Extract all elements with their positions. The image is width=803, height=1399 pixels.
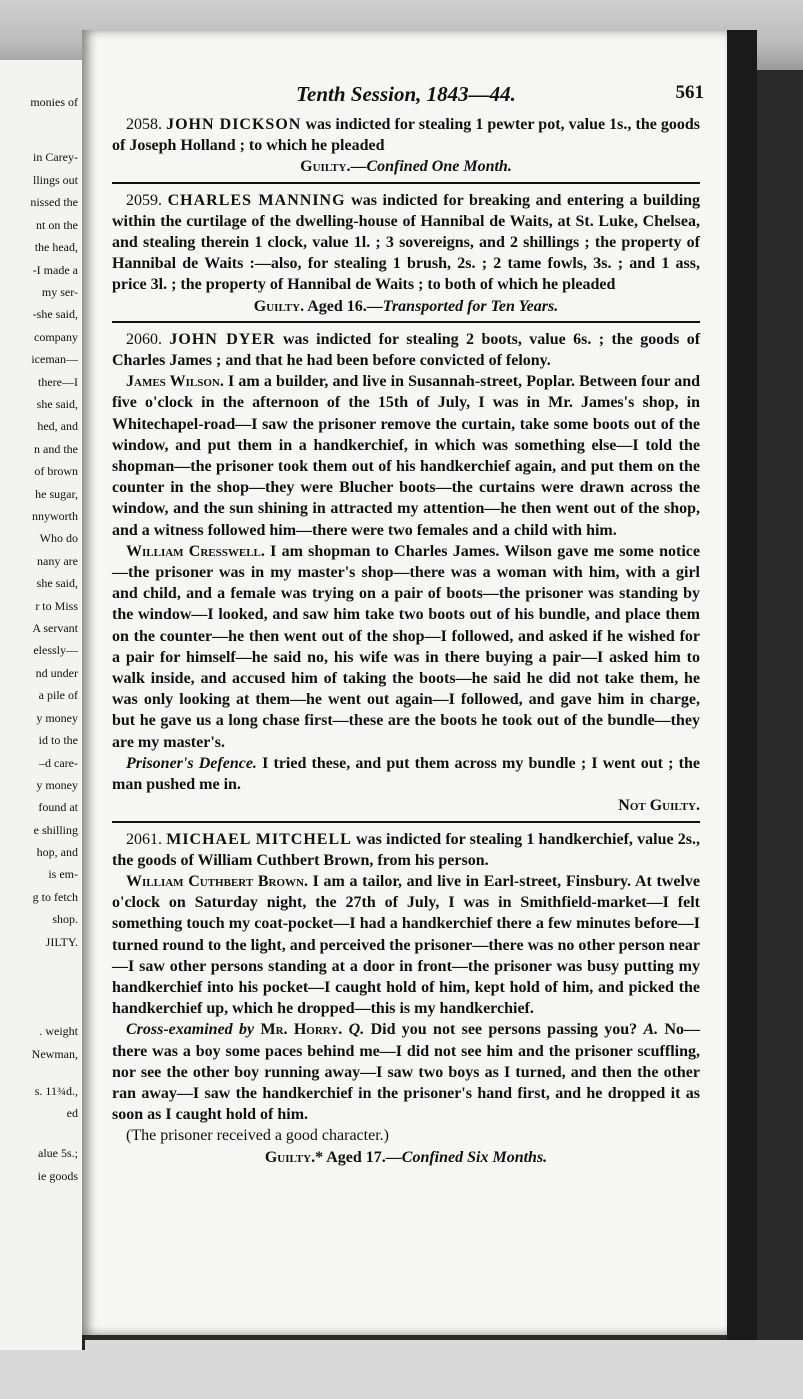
case-2061-verdict bbox=[112, 1147, 700, 1168]
defence-label: Prisoner's Defence. bbox=[126, 754, 257, 772]
sentence: Confined One Month. bbox=[366, 158, 512, 176]
answer-text: No—there was a boy some paces behind me—I did not see him and the prisoner scuffling, nor see the other boy running away—I saw two boys as I turned, and then the other ran away—I saw the handkerchief in the prisoner's hand first, and he dropped it as soon as I caught hold of him. bbox=[112, 1021, 701, 1124]
testimony-text: I am a builder, and live in Susannah-street, Poplar. Between four and five o'clock in the afternoon of the 15th of July, I was in Mr. James's shop, in Whitechapel-road—I saw the prisoner remove the curtain, take some boots out of the window, and put them in a handkerchief, in which was something else—I told the shopman—the prisoner took them out of his handkerchief again, and put them on the counter in the shop—they were Blucher boots—the curtains were drawn across the window, and the sun shining in attracted my attention—he then went out of the shop, and a witness followed him—there were two females and a child with him. bbox=[112, 373, 701, 539]
left-page-fragment-line: s. 11¾d., bbox=[34, 1084, 78, 1098]
left-page-fragment-line: company bbox=[34, 330, 78, 344]
divider-rule bbox=[112, 321, 700, 323]
prisoner-defence bbox=[112, 753, 700, 795]
left-page-fragment-line: JILTY. bbox=[45, 935, 78, 949]
left-page-fragment-line: of brown bbox=[34, 464, 78, 478]
left-page-fragment-line: in Carey- bbox=[33, 150, 78, 164]
left-page-fragment-line: –d care- bbox=[39, 756, 78, 770]
verdict-plea: Guilty. bbox=[253, 297, 305, 315]
case-2058-verdict bbox=[112, 156, 700, 177]
defendant-name: JOHN DYER bbox=[169, 330, 276, 348]
sentence: Transported for Ten Years. bbox=[382, 297, 559, 315]
left-page-fragment-line: ie goods bbox=[37, 1169, 78, 1183]
left-page-fragment-line: -she said, bbox=[32, 307, 78, 321]
left-page-fragment bbox=[0, 60, 85, 1350]
witness-testimony bbox=[112, 541, 700, 753]
left-page-fragment-line: id to the bbox=[38, 733, 78, 747]
case-number: 2061. bbox=[126, 830, 162, 848]
cross-label: Cross-examined by bbox=[126, 1021, 255, 1039]
defence-text: I tried these, and put them across my bundle ; I went out ; the man pushed me in. bbox=[112, 754, 700, 794]
book-edge bbox=[727, 30, 757, 1340]
case-2061-indictment bbox=[112, 829, 700, 871]
question-text: Did you not see persons passing you? bbox=[370, 1021, 638, 1039]
case-number: 2059. bbox=[126, 191, 162, 209]
witness-name: William Cresswell. bbox=[126, 542, 265, 560]
left-page-fragment-line: monies of bbox=[30, 95, 78, 109]
testimony-text: I am shopman to Charles James. Wilson gave me some notice—the prisoner was in my master's shop—there was a woman with him, with a girl and child, and a female was trying on a pair of boots—the prisoner was standing by the window—I looked, and saw him take two boots out of his bundle, and place them on the counter—he then went out of the shop—I followed, and asked if he wished for a pair for himself—he said no, his wife was in there buying a pair—I asked him to walk inside, and accused him of taking the boots—he said he did not take them, he was only looking at them—he went out again—I followed, and gave him in charge, but he gave us a long chase first—these are the boots he took out of the bundle—they are my master's. bbox=[112, 542, 700, 751]
left-page-fragment-line: -I made a bbox=[32, 263, 78, 277]
left-page-fragment-line: A servant bbox=[32, 621, 78, 635]
left-page-fragment-line: my ser- bbox=[41, 285, 78, 299]
case-2060-indictment bbox=[112, 329, 700, 371]
indictment-text: was indicted for stealing 1 pewter pot, value 1s., the goods of Joseph Holland ; to which he pleaded bbox=[112, 116, 701, 155]
left-page-fragment-line: ed bbox=[66, 1106, 78, 1120]
verdict-plea: Not Guilty. bbox=[618, 797, 700, 815]
left-page-fragment-line: nissed the bbox=[30, 195, 78, 209]
left-page-fragment-line: he sugar, bbox=[35, 487, 78, 501]
left-page-fragment-line: nnyworth bbox=[32, 509, 78, 523]
case-2059 bbox=[112, 190, 700, 317]
left-page-fragment-line: y money bbox=[36, 778, 78, 792]
indictment-text: was indicted for stealing 1 handkerchief, value 2s., the goods of William Cuthbert Brown, from his person. bbox=[112, 830, 701, 869]
age: Aged 16.— bbox=[307, 297, 383, 315]
divider-rule bbox=[112, 182, 700, 184]
case-2061 bbox=[112, 829, 700, 1168]
left-page-fragment-line: e shilling bbox=[33, 823, 78, 837]
left-page-fragment-line: she said, bbox=[36, 576, 78, 590]
page-content bbox=[112, 80, 704, 1168]
left-page-fragment-line: r to Miss bbox=[35, 599, 78, 613]
witness-name: James Wilson. bbox=[126, 373, 224, 391]
counsel-name: Mr. Horry. bbox=[260, 1021, 343, 1039]
left-page-fragment-line: she said, bbox=[36, 397, 78, 411]
defendant-name: CHARLES MANNING bbox=[167, 191, 346, 209]
indictment-text: was indicted for breaking and entering a building within the curtilage of the dwelling-house of Hannibal de Waits, at St. Luke, Chelsea, and stealing therein 1 clock, value 1l. ; 3 sovereigns, and 2 shillings ; the property of Hannibal de Waits :—also, for stealing 1 brush, 2s. ; 2 tame fowls, 3s. ; and 1 ass, price 3l. ; the property of Hannibal de Waits ; to both of which he pleaded bbox=[112, 191, 701, 294]
sentence: Confined Six Months. bbox=[401, 1148, 548, 1166]
character-note: (The prisoner received a good character.) bbox=[126, 1127, 389, 1145]
case-number: 2060. bbox=[126, 330, 162, 348]
left-page-fragment-line: hed, and bbox=[37, 419, 78, 433]
defendant-name: JOHN DICKSON bbox=[166, 116, 302, 133]
page-header bbox=[112, 80, 704, 114]
witness-testimony bbox=[112, 871, 700, 1019]
left-page-fragment-line: is em- bbox=[48, 867, 78, 881]
left-page-fragment-line: nt on the bbox=[36, 218, 78, 232]
left-page-fragment-line: llings out bbox=[32, 173, 78, 187]
left-page-fragment-line: g to fetch bbox=[32, 890, 78, 904]
left-page-fragment-line: a pile of bbox=[38, 688, 78, 702]
cross-examination bbox=[112, 1019, 700, 1125]
left-page-fragment-line: the head, bbox=[34, 240, 78, 254]
divider-rule bbox=[112, 821, 700, 823]
left-page-fragment-line: there—I bbox=[38, 375, 78, 389]
left-page-fragment-line: iceman— bbox=[31, 352, 78, 366]
left-page-fragment-line: . weight bbox=[39, 1024, 78, 1038]
verdict-plea: Guilty.— bbox=[300, 158, 367, 176]
answer-label: A. bbox=[643, 1021, 659, 1039]
left-page-fragment-line: found at bbox=[38, 800, 78, 814]
verdict-plea: Guilty.* bbox=[264, 1148, 324, 1166]
book-page bbox=[82, 30, 727, 1335]
left-page-fragment-line: Who do bbox=[39, 531, 78, 545]
defendant-name: MICHAEL MITCHELL bbox=[166, 830, 352, 848]
testimony-text: I am a tailor, and live in Earl-street, Finsbury. At twelve o'clock on Saturday night, the 27th of July, I was in Smithfield-market—I felt something touch my coat-pocket—I had a handkerchief there a few minutes before—I turned round to the light, and perceived the prisoner—there was no other person near—I saw other persons standing at a door in front—the prisoner was busy putting my handkerchief into his pocket—I caught hold of him, kept hold of him, and picked the handkerchief up, which he dropped—this is my handkerchief. bbox=[112, 872, 701, 1018]
witness-testimony bbox=[112, 371, 700, 541]
page-number: 561 bbox=[675, 82, 704, 103]
question-label: Q. bbox=[348, 1021, 365, 1039]
left-page-fragment-line: nd under bbox=[35, 666, 78, 680]
indictment-text: was indicted for stealing 2 boots, value 6s. ; the goods of Charles James ; and that he had been before convicted of felony. bbox=[112, 330, 701, 370]
left-page-fragment-line: shop. bbox=[52, 912, 78, 926]
running-title: Tenth Session, 1843—44. bbox=[296, 82, 516, 106]
left-page-fragment-line: alue 5s.; bbox=[38, 1146, 78, 1160]
left-page-fragment-line: hop, and bbox=[36, 845, 78, 859]
case-2060 bbox=[112, 329, 700, 817]
case-2058 bbox=[112, 114, 700, 178]
left-page-fragment-line: nany are bbox=[37, 554, 78, 568]
left-page-fragment-line: n and the bbox=[34, 442, 78, 456]
case-number: 2058. bbox=[126, 116, 162, 133]
left-page-fragment-line: elessly— bbox=[33, 643, 78, 657]
case-2059-verdict bbox=[112, 296, 700, 317]
case-2060-verdict bbox=[112, 795, 700, 816]
witness-name: William Cuthbert Brown. bbox=[126, 872, 308, 890]
case-2058-indictment bbox=[112, 114, 700, 156]
left-page-fragment-line: y money bbox=[36, 711, 78, 725]
scan-background-bottom bbox=[0, 1340, 803, 1399]
case-2059-indictment bbox=[112, 190, 700, 296]
age: Aged 17.— bbox=[326, 1148, 402, 1166]
left-page-fragment-line: Newman, bbox=[31, 1047, 78, 1061]
